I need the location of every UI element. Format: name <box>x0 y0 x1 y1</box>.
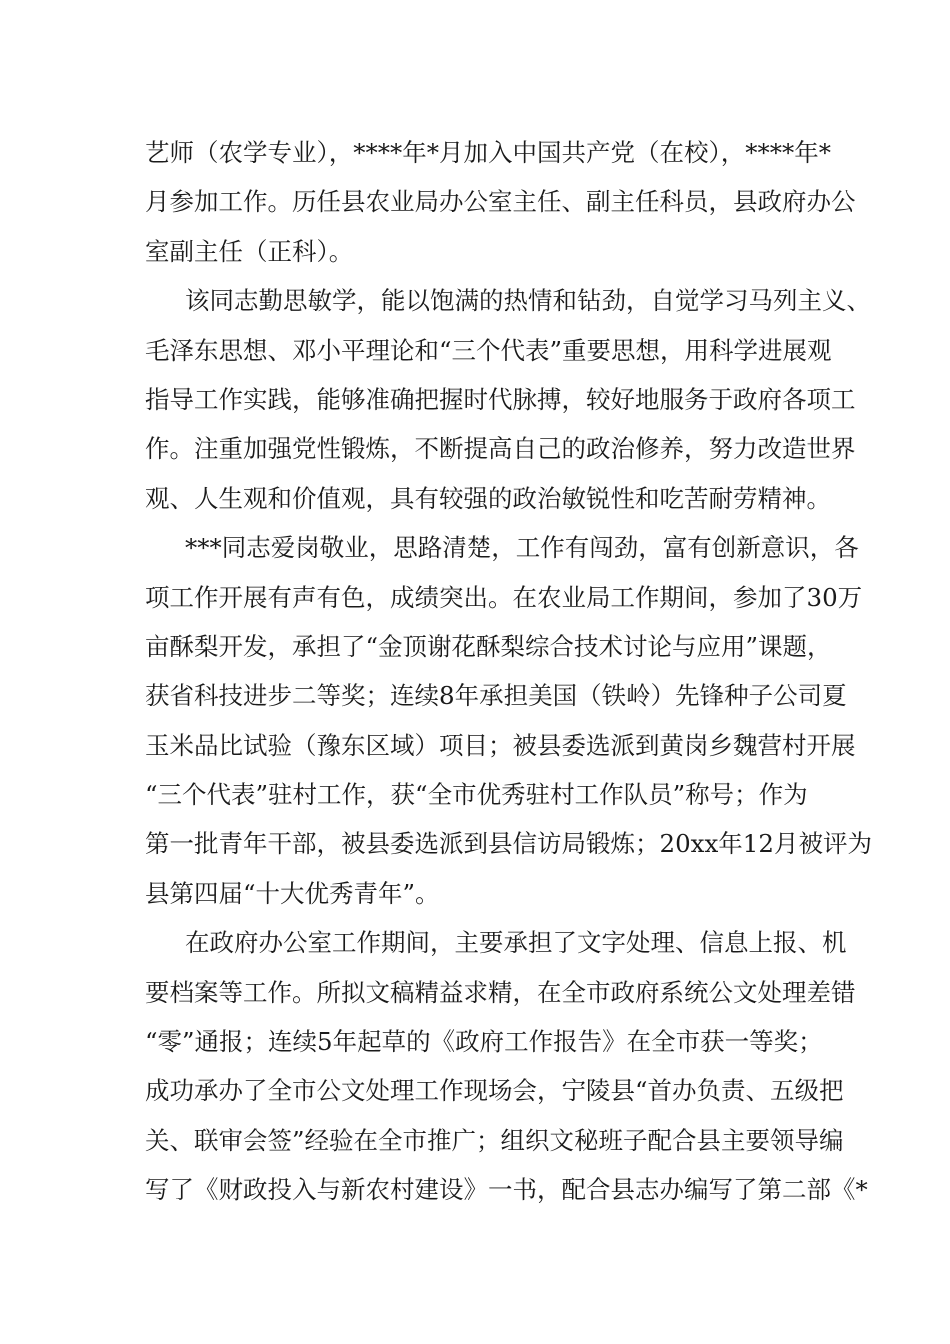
text-line: 写了《财政投入与新农村建设》一书，配合县志办编写了第二部《* <box>145 1175 868 1205</box>
body-text <box>145 128 872 1215</box>
text-line: 观、人生观和价值观，具有较强的政治敏锐性和吃苦耐劳精神。 <box>145 483 831 513</box>
text-line: “零”通报；连续5年起草的《政府工作报告》在全市获一等奖； <box>145 1027 823 1057</box>
text-line: 室副主任（正科）。 <box>145 236 354 266</box>
text-line: 关、联审会签”经验在全市推广；组织文秘班子配合县主要领导编 <box>145 1125 844 1155</box>
text-line: 获省科技进步二等奖；连续8年承担美国（铁岭）先锋种子公司夏 <box>145 681 847 711</box>
text-line: 指导工作实践，能够准确把握时代脉搏，较好地服务于政府各项工 <box>145 384 856 414</box>
text-line: 成功承办了全市公文处理工作现场会，宁陵县“首办负责、五级把 <box>145 1076 844 1106</box>
text-line: 毛泽东思想、邓小平理论和“三个代表”重要思想，用科学进展观 <box>145 335 832 365</box>
text-line: 项工作开展有声有色，成绩突出。在农业局工作期间，参加了30万 <box>145 582 863 612</box>
text-line: 亩酥梨开发，承担了“金顶谢花酥梨综合技术讨论与应用”课题， <box>145 631 832 661</box>
text-line: 月参加工作。历任县农业局办公室主任、副主任科员，县政府办公 <box>145 187 856 217</box>
paragraph-first-line: ***同志爱岗敬业，思路清楚，工作有闯劲，富有创新意识，各 <box>185 533 859 563</box>
text-line: 作。注重加强党性锻炼，不断提高自己的政治修养，努力改造世界 <box>145 434 856 464</box>
text-line: 艺师（农学专业），****年*月加入中国共产党（在校），****年* <box>145 138 831 167</box>
text-line: 县第四届“十大优秀青年”。 <box>145 878 440 908</box>
paragraph-first-line: 在政府办公室工作期间，主要承担了文字处理、信息上报、机 <box>185 928 847 958</box>
text-line: 玉米品比试验（豫东区域）项目；被县委选派到黄岗乡魏营村开展 <box>145 730 856 760</box>
text-line: “三个代表”驻村工作，获“全市优秀驻村工作队员”称号；作为 <box>145 780 808 810</box>
text-line: 第一批青年干部，被县委选派到县信访局锻炼；20xx年12月被评为 <box>145 829 872 859</box>
paragraph-first-line: 该同志勤思敏学，能以饱满的热情和钻劲，自觉学习马列主义、 <box>185 286 871 316</box>
text-line: 要档案等工作。所拟文稿精益求精，在全市政府系统公文处理差错 <box>145 977 856 1007</box>
